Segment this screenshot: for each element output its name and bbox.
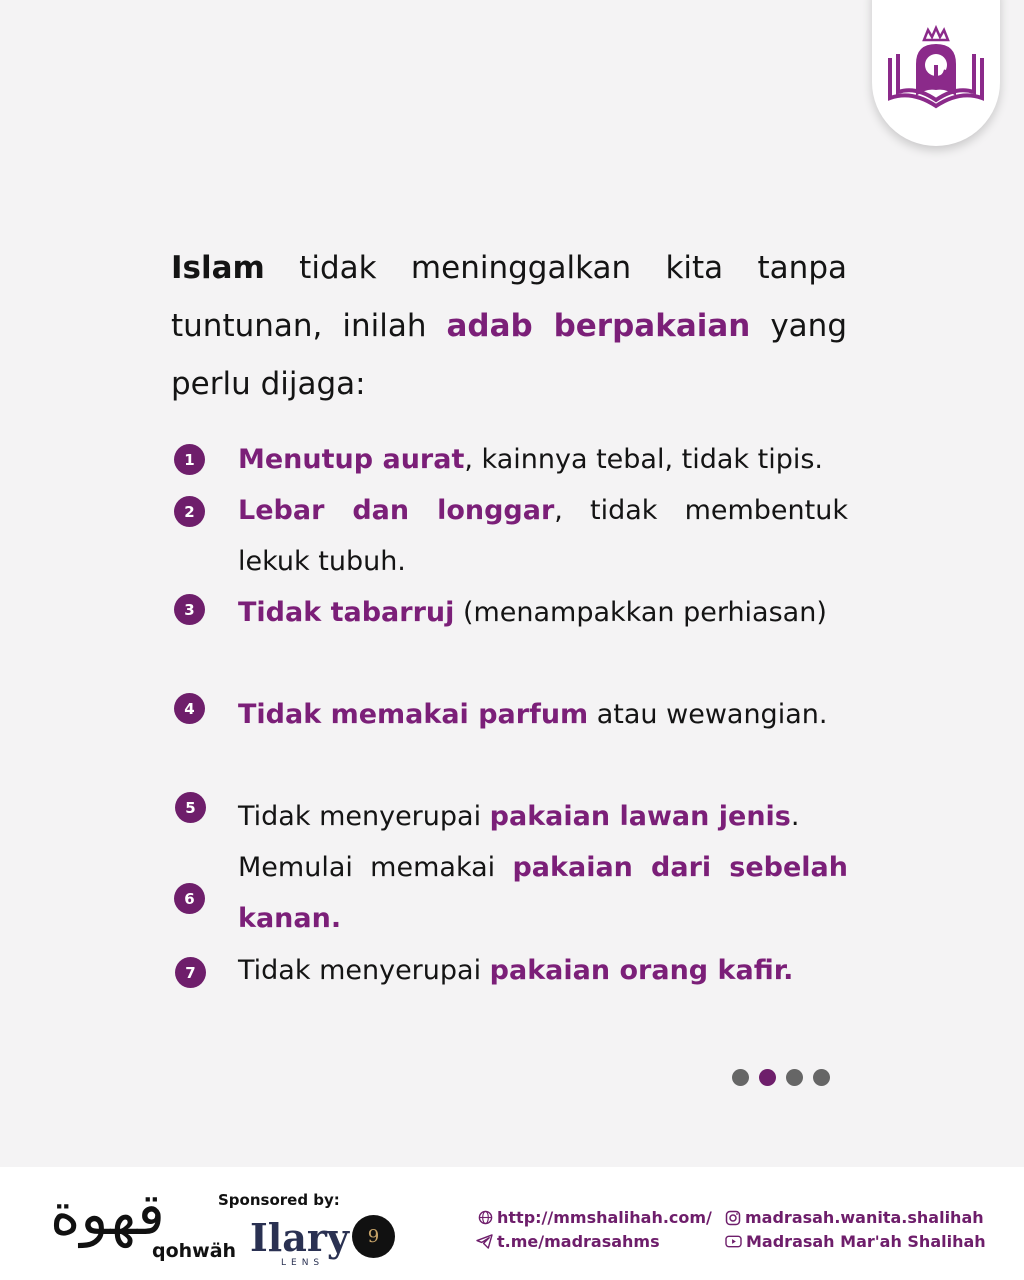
pagination-dot[interactable] xyxy=(813,1069,830,1086)
globe-icon xyxy=(478,1210,493,1225)
qohwah-logo-text: qohwäh xyxy=(152,1240,237,1262)
intro-text-2: yang perlu dijaga: xyxy=(171,308,847,402)
intro-text-1: tidak meninggalkan kita tanpa tuntunan, inilah xyxy=(171,250,847,344)
list-item-highlight: pakaian orang kafir. xyxy=(489,955,794,986)
list-item-highlight: pakaian dari sebelah kanan. xyxy=(238,852,848,934)
intro-paragraph xyxy=(171,239,847,413)
list-number-badge: 4 xyxy=(174,693,205,724)
list-item-text: , kainnya tebal, tidak tipis. xyxy=(464,444,823,475)
list-item xyxy=(238,587,848,638)
list-item-text: , tidak membentuk lekuk tubuh. xyxy=(238,495,848,577)
list-item-highlight: Menutup aurat xyxy=(238,444,465,475)
website-link[interactable] xyxy=(478,1208,712,1227)
telegram-link[interactable] xyxy=(476,1232,660,1251)
list-item-text: Memulai memakai xyxy=(238,852,513,883)
ilary-logo: Ilary xyxy=(250,1215,349,1260)
footer xyxy=(0,1167,1024,1280)
list-item-text: Tidak menyerupai xyxy=(238,801,490,832)
list-item-highlight: Lebar dan longgar xyxy=(238,495,555,526)
intro-highlight: adab berpakaian xyxy=(446,308,751,344)
list-item-highlight: Tidak tabarruj xyxy=(238,597,455,628)
list-item xyxy=(238,485,848,587)
list-item xyxy=(238,434,848,485)
list-item xyxy=(238,945,848,996)
carousel-pagination xyxy=(732,1069,830,1086)
intro-keyword: Islam xyxy=(171,250,265,286)
website-link-text: http://mmshalihah.com/ xyxy=(497,1208,712,1227)
instagram-link-text: madrasah.wanita.shalihah xyxy=(745,1208,984,1227)
pagination-dot[interactable] xyxy=(732,1069,749,1086)
list-item xyxy=(238,842,848,944)
telegram-icon xyxy=(476,1234,493,1249)
list-item-text: (menampakkan perhiasan) xyxy=(454,597,827,628)
madrasah-logo xyxy=(872,0,1000,146)
instagram-icon xyxy=(725,1210,741,1226)
instagram-link[interactable] xyxy=(725,1208,984,1227)
list-item-highlight: Tidak memakai parfum xyxy=(238,699,589,730)
list-item-text: Tidak menyerupai xyxy=(238,955,490,986)
pagination-dot-active[interactable] xyxy=(759,1069,776,1086)
list-number-badge: 5 xyxy=(175,792,206,823)
list-item-text: . xyxy=(790,801,800,832)
pagination-dot[interactable] xyxy=(786,1069,803,1086)
sponsor-round-logo-mark: 9 xyxy=(367,1226,380,1247)
list-item xyxy=(238,791,848,842)
sponsored-by-label: Sponsored by: xyxy=(218,1191,340,1209)
list-number-badge: 3 xyxy=(174,594,205,625)
ilary-lens-text: LENS xyxy=(281,1258,325,1268)
qohwah-arabic-logo: قهوة xyxy=(50,1180,165,1248)
madrasah-logo-icon xyxy=(882,18,990,118)
list-number-badge: 7 xyxy=(175,957,206,988)
youtube-link-text: Madrasah Mar'ah Shalihah xyxy=(746,1232,986,1251)
list-number-badge: 2 xyxy=(174,496,205,527)
list-item-highlight: pakaian lawan jenis xyxy=(489,801,791,832)
youtube-icon xyxy=(725,1234,742,1249)
list-number-badge: 6 xyxy=(174,883,205,914)
list-item-text: atau wewangian. xyxy=(588,699,828,730)
sponsor-round-logo xyxy=(352,1215,395,1258)
telegram-link-text: t.me/madrasahms xyxy=(497,1232,660,1251)
youtube-link[interactable] xyxy=(725,1232,986,1251)
list-item xyxy=(238,689,848,740)
list-number-badge: 1 xyxy=(174,444,205,475)
